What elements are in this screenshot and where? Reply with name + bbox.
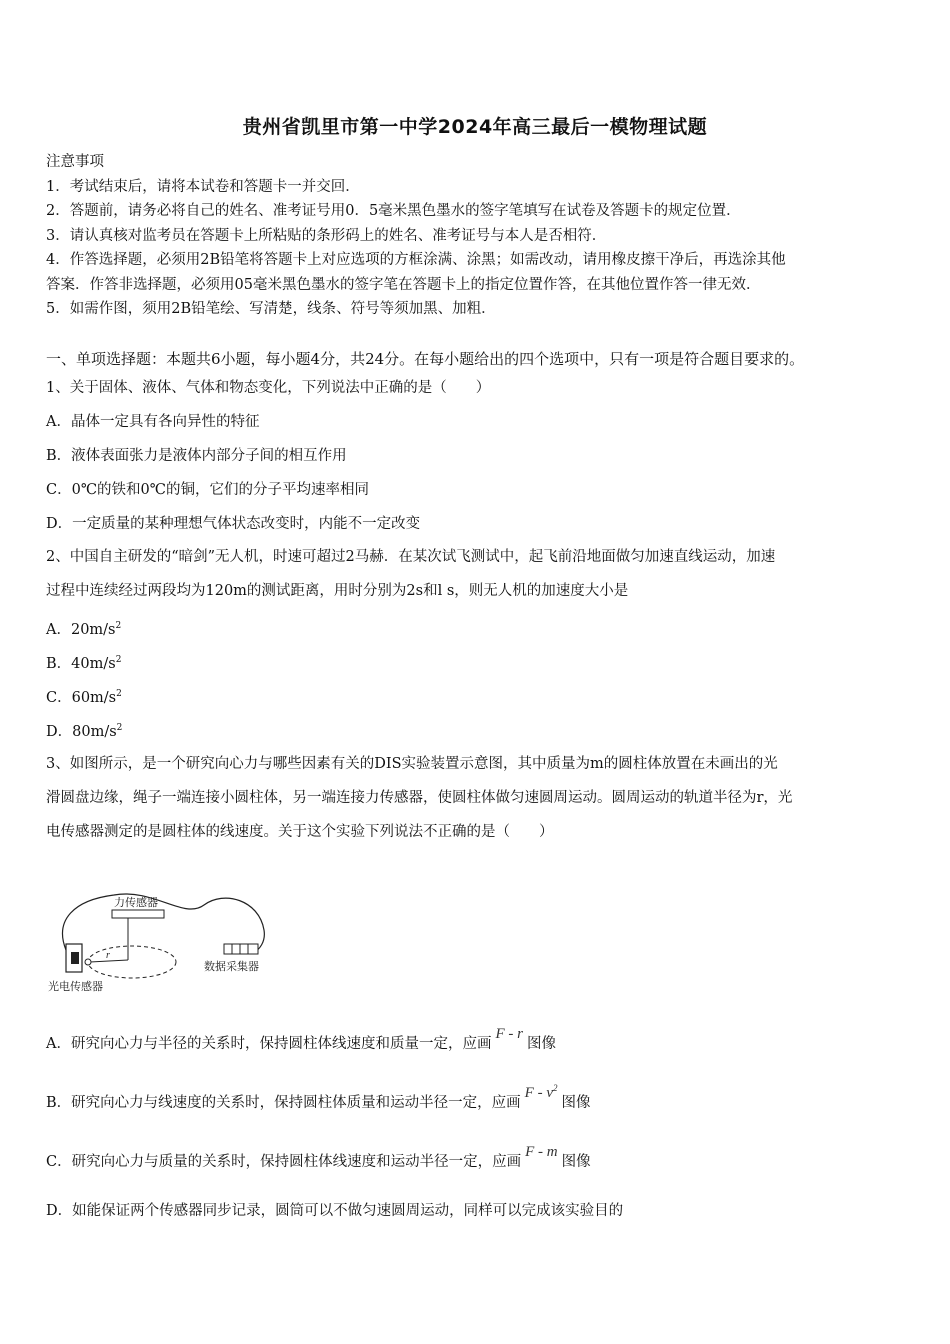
q2-option-a-exp: 2 bbox=[115, 621, 122, 631]
force-sensor-label: 力传感器 bbox=[114, 896, 158, 909]
cylinder-mass bbox=[85, 959, 91, 965]
data-collector-box bbox=[224, 944, 258, 954]
q2-option-d-exp: 2 bbox=[116, 723, 123, 733]
radius-label: r bbox=[106, 950, 110, 961]
q2-option-d bbox=[46, 720, 122, 741]
force-sensor-box bbox=[112, 910, 164, 918]
photo-sensor-label: 光电传感器 bbox=[48, 980, 103, 993]
photo-sensor-window bbox=[71, 952, 79, 964]
q2-option-b-text: B．40m/s bbox=[46, 656, 116, 672]
question-1-stem: 1、关于固体、液体、气体和物态变化，下列说法中正确的是（ ） bbox=[46, 380, 491, 396]
notice-item: 1．考试结束后，请将本试卷和答题卡一并交回． bbox=[46, 178, 360, 195]
q2-option-c-exp: 2 bbox=[116, 689, 122, 699]
q1-option-c: C．0℃的铁和0℃的铜，它们的分子平均速率相同 bbox=[46, 482, 369, 498]
q3-line-1: 3、如图所示，是一个研究向心力与哪些因素有关的DIS实验装置示意图，其中质量为m的圆柱体放置在未画出的光 bbox=[46, 756, 778, 772]
q1-option-b: B．液体表面张力是液体内部分子间的相互作用 bbox=[46, 448, 347, 464]
q2-option-c-text: C．60m/s bbox=[46, 690, 117, 706]
data-collector-label: 数据采集器 bbox=[204, 960, 259, 973]
q2-line-2: 过程中连续经过两段均为120m的测试距离，用时分别为2s和l s，则无人机的加速度大小是 bbox=[46, 583, 629, 599]
q3-option-b-tail: 图像 bbox=[561, 1095, 591, 1111]
q3-option-a-formula: F - r bbox=[495, 1026, 523, 1042]
notice-item: 4．作答选择题，必须用2B铅笔将答题卡上对应选项的方框涂满、涂黑；如需改动，请用橡皮擦干净后，再选涂其他 bbox=[46, 252, 786, 268]
q2-option-c bbox=[46, 686, 122, 707]
q3-option-c-text: C．研究向心力与质量的关系时，保持圆柱体线速度和运动半径一定，应画 bbox=[46, 1154, 522, 1170]
q3-option-c bbox=[46, 1144, 591, 1171]
q3-option-b bbox=[46, 1083, 591, 1112]
notice-item: 答案．作答非选择题，必须用05毫米黑色墨水的签字笔在答题卡上的指定位置作答，在其他位置作答一律无效． bbox=[46, 276, 761, 293]
notice-section bbox=[46, 150, 916, 322]
q1-option-a: A．晶体一定具有各向异性的特征 bbox=[46, 414, 260, 430]
q3-option-b-formula-exp: 2 bbox=[552, 1083, 558, 1093]
question-3-stem bbox=[46, 747, 908, 849]
sensor-cable bbox=[63, 894, 265, 952]
q2-option-a bbox=[46, 618, 121, 639]
q2-option-d-text: D．80m/s bbox=[46, 724, 117, 740]
q3-option-a-tail: 图像 bbox=[526, 1036, 556, 1052]
q3-option-c-tail: 图像 bbox=[561, 1154, 591, 1170]
page-title: 贵州省凯里市第一中学2024年高三最后一模物理试题 bbox=[242, 116, 708, 138]
q3-option-b-text: B．研究向心力与线速度的关系时，保持圆柱体质量和运动半径一定，应画 bbox=[46, 1095, 521, 1111]
q3-option-a-text: A．研究向心力与半径的关系时，保持圆柱体线速度和质量一定，应画 bbox=[46, 1036, 492, 1052]
circular-track bbox=[88, 946, 176, 978]
q3-option-d: D．如能保证两个传感器同步记录，圆筒可以不做匀速圆周运动，同样可以完成该实验目的 bbox=[46, 1203, 624, 1219]
q2-option-b-exp: 2 bbox=[115, 655, 122, 665]
q3-option-b-formula bbox=[521, 1085, 562, 1101]
q3-line-2: 滑圆盘边缘，绳子一端连接小圆柱体，另一端连接力传感器，使圆柱体做匀速圆周运动。圆周运动的轨道半径为r，光 bbox=[46, 790, 793, 806]
q3-line-3: 电传感器测定的是圆柱体的线速度。关于这个实验下列说法不正确的是（ ） bbox=[46, 824, 554, 840]
notice-item: 5．如需作图，须用2B铅笔绘、写清楚，线条、符号等须加黑、加粗． bbox=[46, 301, 496, 317]
q2-option-b bbox=[46, 652, 121, 673]
section-heading: 一、单项选择题：本题共6小题，每小题4分，共24分。在每小题给出的四个选项中，只有一项是符合题目要求的。 bbox=[46, 350, 805, 368]
q3-option-c-formula: F - m bbox=[525, 1144, 558, 1160]
q3-option-b-formula-text: F - v bbox=[524, 1085, 553, 1101]
notice-heading: 注意事项 bbox=[46, 154, 104, 170]
q2-option-a-text: A．20m/s bbox=[46, 622, 116, 638]
q3-option-a bbox=[46, 1026, 556, 1053]
q2-line-1: 2、中国自主研发的“暗剑”无人机，时速可超过2马赫．在某次试飞测试中，起飞前沿地面做匀加速直线运动，加速 bbox=[46, 549, 776, 565]
question-2-stem bbox=[46, 540, 908, 608]
dis-apparatus-diagram bbox=[44, 880, 294, 1000]
q1-option-d: D．一定质量的某种理想气体状态改变时，内能不一定改变 bbox=[46, 516, 421, 532]
notice-item: 3．请认真核对监考员在答题卡上所粘贴的条形码上的姓名、准考证号与本人是否相符． bbox=[46, 227, 607, 244]
notice-item: 2．答题前，请务必将自己的姓名、准考证号用0．5毫米黑色墨水的签字笔填写在试卷及答题卡的规定位置． bbox=[46, 203, 741, 219]
